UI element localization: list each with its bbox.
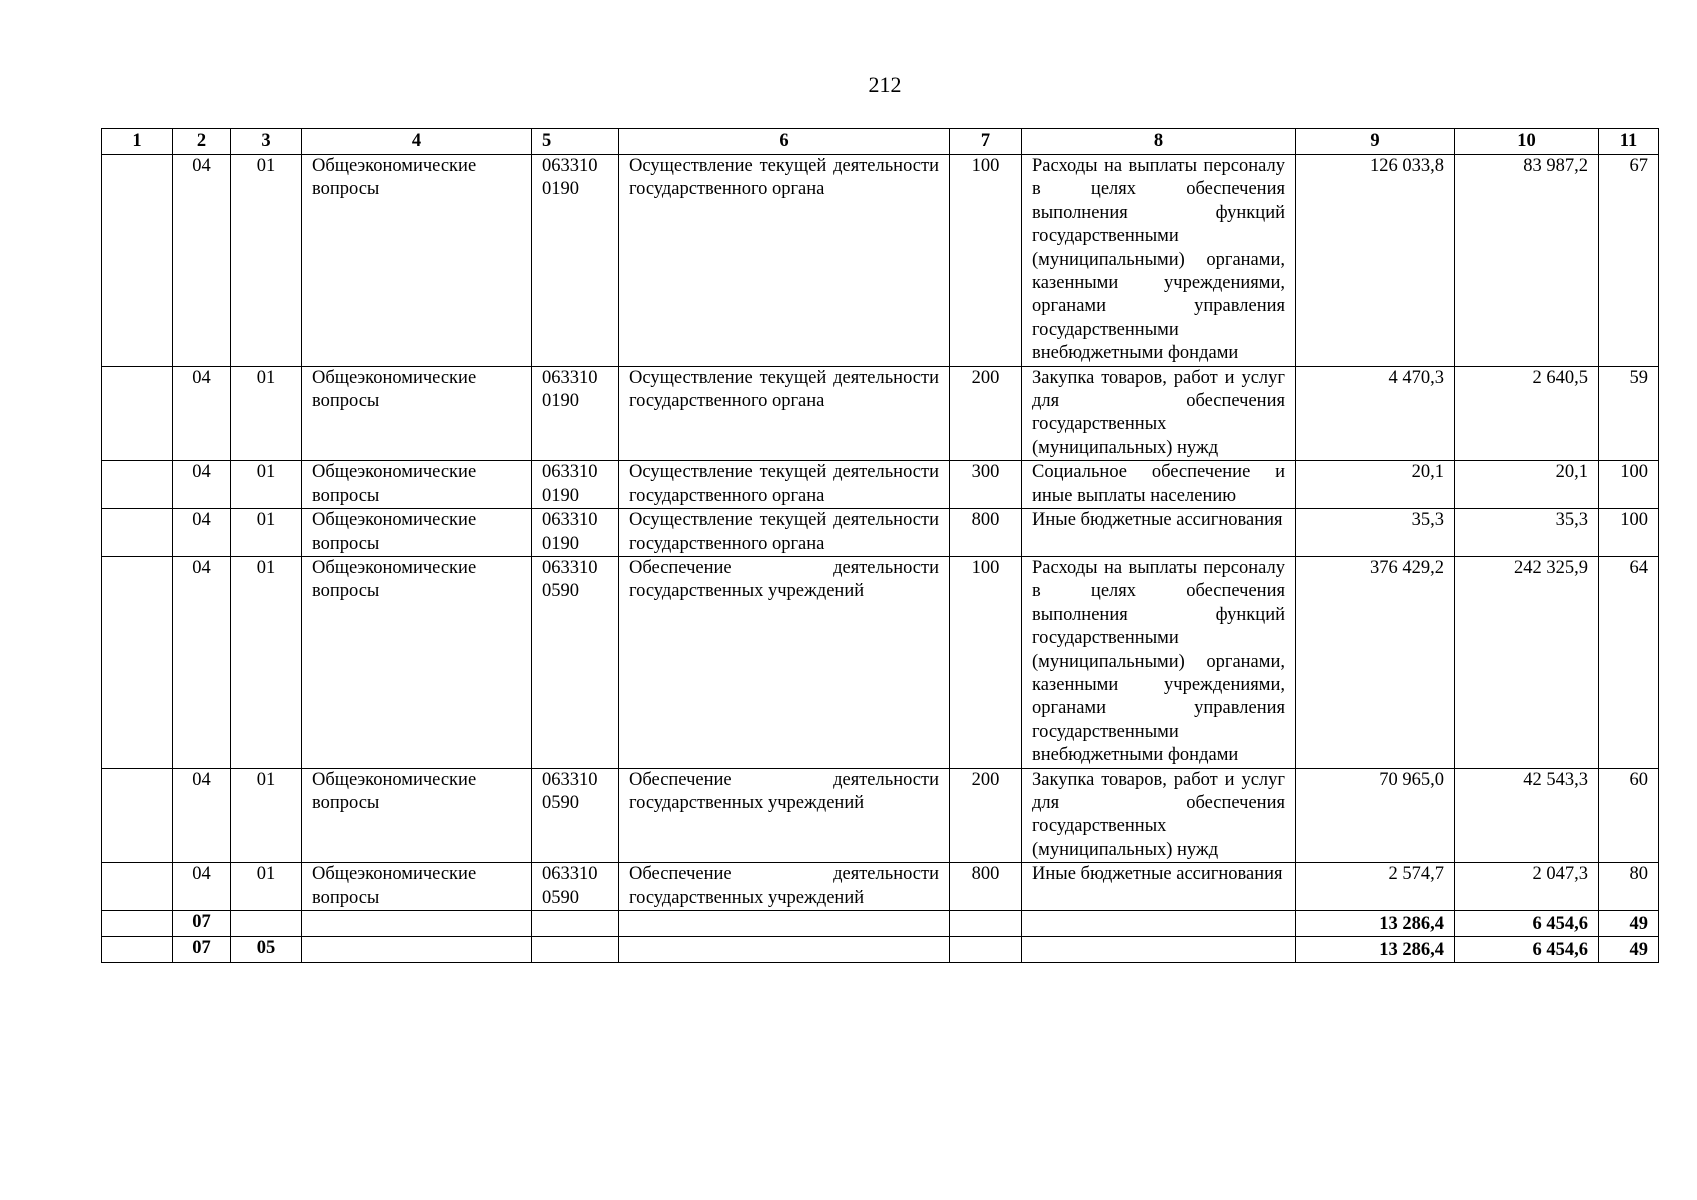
cell-percent: 59: [1599, 366, 1659, 461]
cell-plan: 70 965,0: [1296, 768, 1455, 863]
cell-section-name: Общеэкономические вопросы: [302, 768, 532, 863]
cell-section: 04: [173, 863, 231, 911]
cell-subsection: 01: [231, 509, 302, 557]
cell-target-name: Осуществление текущей деятельности государственного органа: [619, 509, 950, 557]
cell-target-code: [532, 366, 619, 461]
cell-expense-type: 800: [950, 509, 1022, 557]
cell-subsection: [231, 911, 302, 937]
cell-section: 07: [173, 937, 231, 963]
cell-col1: [102, 911, 173, 937]
cell-expense-type: 200: [950, 768, 1022, 863]
cell-expense-type: [950, 911, 1022, 937]
cell-actual: 6 454,6: [1455, 937, 1599, 963]
target-code-part1: 063310: [542, 864, 598, 885]
cell-section-name: Общеэкономические вопросы: [302, 509, 532, 557]
cell-subsection: 01: [231, 461, 302, 509]
cell-plan: 2 574,7: [1296, 863, 1455, 911]
cell-subsection: 01: [231, 863, 302, 911]
cell-section-name: Общеэкономические вопросы: [302, 863, 532, 911]
column-header: 3: [231, 129, 302, 155]
cell-col1: [102, 461, 173, 509]
target-code-part2: 0190: [542, 179, 579, 200]
cell-target-code: [532, 768, 619, 863]
cell-target-name: Осуществление текущей деятельности государственного органа: [619, 366, 950, 461]
cell-expense-name: Расходы на выплаты персоналу в целях обеспечения выполнения функций государственными (муниципальными) органами, казенными учреждениями, органами управления государственными внебюджетными фондами: [1022, 556, 1296, 768]
table-row: [102, 556, 1659, 768]
cell-plan: 13 286,4: [1296, 937, 1455, 963]
cell-plan: 13 286,4: [1296, 911, 1455, 937]
header-row: [102, 129, 1659, 155]
cell-expense-type: [950, 937, 1022, 963]
cell-expense-name: Закупка товаров, работ и услуг для обеспечения государственных (муниципальных) нужд: [1022, 768, 1296, 863]
cell-col1: [102, 863, 173, 911]
cell-expense-name: Закупка товаров, работ и услуг для обеспечения государственных (муниципальных) нужд: [1022, 366, 1296, 461]
cell-section: 04: [173, 509, 231, 557]
target-code-part1: 063310: [542, 510, 598, 531]
column-header: 4: [302, 129, 532, 155]
target-code-part1: 063310: [542, 462, 598, 483]
cell-target-name: Обеспечение деятельности государственных учреждений: [619, 556, 950, 768]
table-row: [102, 155, 1659, 367]
cell-section: 04: [173, 768, 231, 863]
cell-actual: 20,1: [1455, 461, 1599, 509]
target-code-part1: 063310: [542, 367, 598, 388]
cell-section-name: [302, 937, 532, 963]
cell-percent: 67: [1599, 155, 1659, 367]
cell-expense-name: Иные бюджетные ассигнования: [1022, 863, 1296, 911]
cell-plan: 376 429,2: [1296, 556, 1455, 768]
cell-plan: 20,1: [1296, 461, 1455, 509]
cell-target-name: Обеспечение деятельности государственных учреждений: [619, 863, 950, 911]
target-code-part1: 063310: [542, 769, 598, 790]
cell-section-name: Общеэкономические вопросы: [302, 155, 532, 367]
cell-expense-name: Расходы на выплаты персоналу в целях обеспечения выполнения функций государственными (муниципальными) органами, казенными учреждениями, органами управления государственными внебюджетными фондами: [1022, 155, 1296, 367]
column-header: 9: [1296, 129, 1455, 155]
table-row: [102, 768, 1659, 863]
cell-subsection: 05: [231, 937, 302, 963]
table-row: [102, 461, 1659, 509]
cell-actual: 6 454,6: [1455, 911, 1599, 937]
target-code-part2: 0590: [542, 887, 579, 908]
cell-subsection: 01: [231, 556, 302, 768]
cell-col1: [102, 937, 173, 963]
cell-col1: [102, 768, 173, 863]
cell-actual: 83 987,2: [1455, 155, 1599, 367]
cell-expense-type: 100: [950, 155, 1022, 367]
cell-expense-type: 200: [950, 366, 1022, 461]
target-code-part2: 0590: [542, 792, 579, 813]
total-row: [102, 911, 1659, 937]
cell-expense-name: [1022, 911, 1296, 937]
cell-target-name: Обеспечение деятельности государственных учреждений: [619, 768, 950, 863]
cell-col1: [102, 155, 173, 367]
target-code-part2: 0190: [542, 485, 579, 506]
cell-target-name: [619, 937, 950, 963]
cell-col1: [102, 556, 173, 768]
cell-percent: 100: [1599, 461, 1659, 509]
cell-expense-type: 100: [950, 556, 1022, 768]
column-header: 11: [1599, 129, 1659, 155]
cell-section-name: [302, 911, 532, 937]
column-header: 8: [1022, 129, 1296, 155]
total-row: [102, 937, 1659, 963]
table-header: [102, 129, 1659, 155]
cell-actual: 35,3: [1455, 509, 1599, 557]
target-code-part1: 063310: [542, 156, 598, 176]
cell-expense-name: Социальное обеспечение и иные выплаты населению: [1022, 461, 1296, 509]
table-row: [102, 509, 1659, 557]
column-header: 5: [532, 129, 619, 155]
table-row: [102, 366, 1659, 461]
cell-expense-type: 300: [950, 461, 1022, 509]
cell-percent: 49: [1599, 911, 1659, 937]
cell-subsection: 01: [231, 366, 302, 461]
cell-actual: 2 047,3: [1455, 863, 1599, 911]
budget-table: [101, 128, 1659, 963]
cell-subsection: 01: [231, 768, 302, 863]
cell-col1: [102, 509, 173, 557]
cell-target-code: [532, 461, 619, 509]
cell-target-code: [532, 556, 619, 768]
cell-plan: 35,3: [1296, 509, 1455, 557]
column-header: 6: [619, 129, 950, 155]
cell-col1: [102, 366, 173, 461]
cell-target-code: [532, 863, 619, 911]
cell-target-name: Осуществление текущей деятельности государственного органа: [619, 155, 950, 367]
target-code-part2: 0590: [542, 581, 579, 602]
target-code-part2: 0190: [542, 533, 579, 554]
cell-percent: 100: [1599, 509, 1659, 557]
cell-section: 04: [173, 155, 231, 367]
cell-plan: 4 470,3: [1296, 366, 1455, 461]
table-row: [102, 863, 1659, 911]
cell-target-name: Осуществление текущей деятельности государственного органа: [619, 461, 950, 509]
cell-percent: 80: [1599, 863, 1659, 911]
cell-plan: 126 033,8: [1296, 155, 1455, 367]
column-header: 7: [950, 129, 1022, 155]
cell-target-code: [532, 509, 619, 557]
cell-expense-type: 800: [950, 863, 1022, 911]
cell-expense-name: [1022, 937, 1296, 963]
target-code-part1: 063310: [542, 557, 598, 578]
cell-target-code: [532, 911, 619, 937]
target-code-part2: 0190: [542, 391, 579, 412]
column-header: 2: [173, 129, 231, 155]
page-number: 212: [868, 72, 902, 97]
cell-target-name: [619, 911, 950, 937]
cell-expense-name: Иные бюджетные ассигнования: [1022, 509, 1296, 557]
cell-percent: 49: [1599, 937, 1659, 963]
cell-section-name: Общеэкономические вопросы: [302, 366, 532, 461]
cell-target-code: [532, 937, 619, 963]
column-header: 1: [102, 129, 173, 155]
cell-actual: 242 325,9: [1455, 556, 1599, 768]
cell-section: 04: [173, 461, 231, 509]
cell-section-name: Общеэкономические вопросы: [302, 461, 532, 509]
column-header: 10: [1455, 129, 1599, 155]
cell-actual: 2 640,5: [1455, 366, 1599, 461]
cell-section: 04: [173, 366, 231, 461]
cell-actual: 42 543,3: [1455, 768, 1599, 863]
cell-percent: 64: [1599, 556, 1659, 768]
cell-percent: 60: [1599, 768, 1659, 863]
table-body: [102, 155, 1659, 963]
cell-section: 04: [173, 556, 231, 768]
cell-section-name: Общеэкономические вопросы: [302, 556, 532, 768]
cell-target-code: [532, 155, 619, 367]
cell-subsection: 01: [231, 155, 302, 367]
cell-section: 07: [173, 911, 231, 937]
